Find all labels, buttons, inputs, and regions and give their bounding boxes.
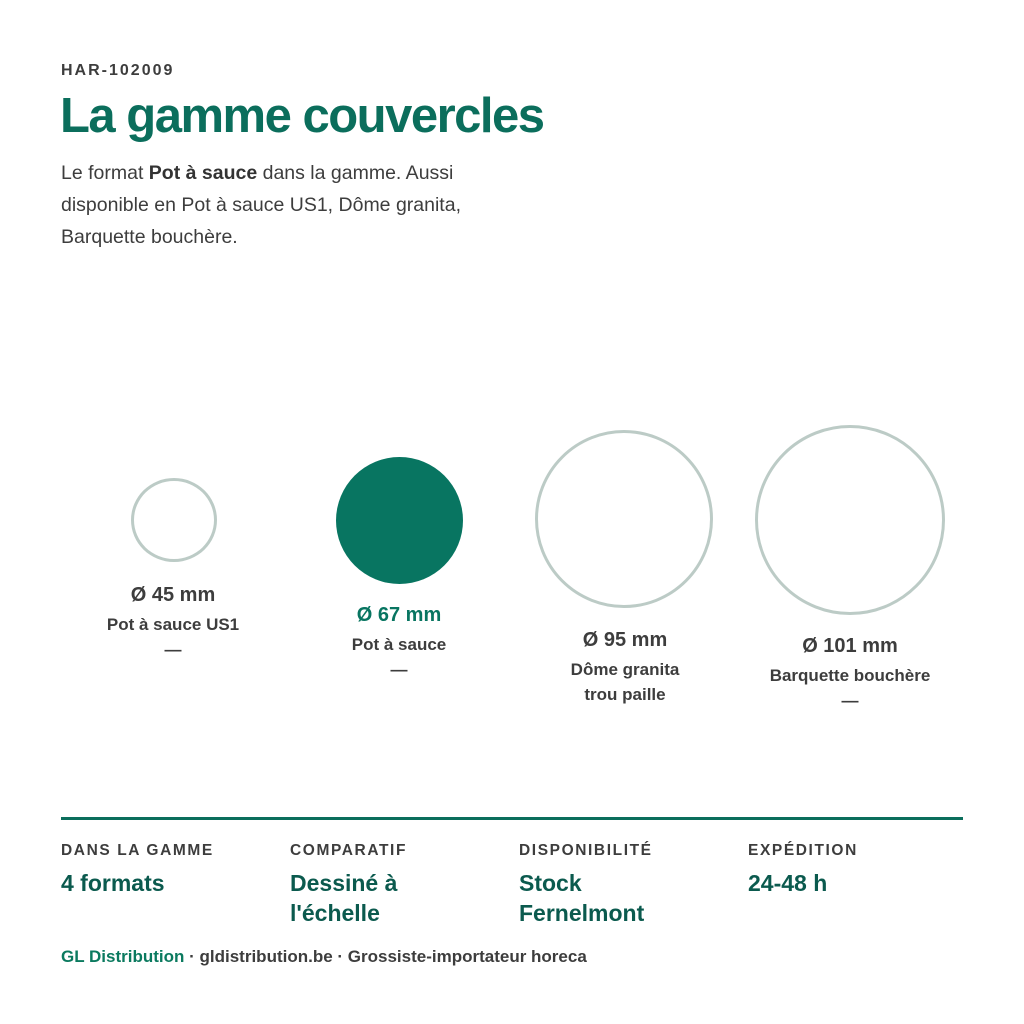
name-barquette-bouchere bbox=[770, 663, 931, 713]
page-title: La gamme couvercles bbox=[60, 89, 544, 143]
circle-dome-granita bbox=[535, 430, 713, 608]
footer-text: · gldistribution.be · Grossiste-importateur horeca bbox=[184, 947, 587, 966]
stat-value: Stock Fernelmont bbox=[519, 870, 645, 926]
divider bbox=[61, 817, 963, 820]
name-pot-sauce-us1 bbox=[107, 612, 239, 662]
stat-label: DANS LA GAMME bbox=[61, 842, 214, 859]
name-line2: — bbox=[841, 691, 859, 710]
stat-availability bbox=[519, 842, 679, 928]
diameter-pot-sauce: Ø 67 mm bbox=[356, 604, 442, 626]
intro-suffix: dans la gamme. Aussi disponible en Pot à sauce US1, Dôme granita, Barquette bouchère. bbox=[61, 162, 461, 248]
name-line2: trou paille bbox=[584, 685, 666, 704]
circle-pot-sauce-us1 bbox=[131, 478, 217, 562]
name-line1: Pot à sauce US1 bbox=[106, 615, 240, 634]
circle-pot-sauce bbox=[336, 457, 463, 584]
circle-barquette-bouchere bbox=[755, 425, 945, 615]
diameter-dome-granita: Ø 95 mm bbox=[582, 629, 668, 651]
name-dome-granita bbox=[571, 657, 680, 707]
stat-value: 24-48 h bbox=[748, 870, 828, 896]
intro-text bbox=[61, 157, 531, 253]
stat-shipping bbox=[748, 842, 958, 898]
diameter-barquette-bouchere: Ø 101 mm bbox=[802, 635, 898, 657]
sku-label: HAR-102009 bbox=[61, 62, 175, 79]
name-line1: Dôme granita bbox=[570, 660, 680, 679]
name-pot-sauce bbox=[352, 632, 447, 682]
name-line1: Barquette bouchère bbox=[769, 666, 931, 685]
stat-label: COMPARATIF bbox=[290, 842, 408, 859]
intro-highlight: Pot à sauce bbox=[148, 162, 258, 184]
name-line2: — bbox=[390, 660, 408, 679]
stat-comparison bbox=[290, 842, 440, 928]
intro-prefix: Le format bbox=[61, 162, 149, 184]
name-line2: — bbox=[164, 640, 182, 659]
stat-value: Dessiné à l'échelle bbox=[290, 870, 398, 926]
footer-brand: GL Distribution bbox=[61, 947, 185, 966]
stat-label: EXPÉDITION bbox=[748, 842, 858, 859]
diameter-pot-sauce-us1: Ø 45 mm bbox=[130, 584, 216, 606]
stat-range bbox=[61, 842, 271, 898]
footer bbox=[61, 947, 587, 967]
stat-label: DISPONIBILITÉ bbox=[519, 842, 653, 859]
name-line1: Pot à sauce bbox=[351, 635, 447, 654]
stat-value: 4 formats bbox=[61, 870, 165, 896]
